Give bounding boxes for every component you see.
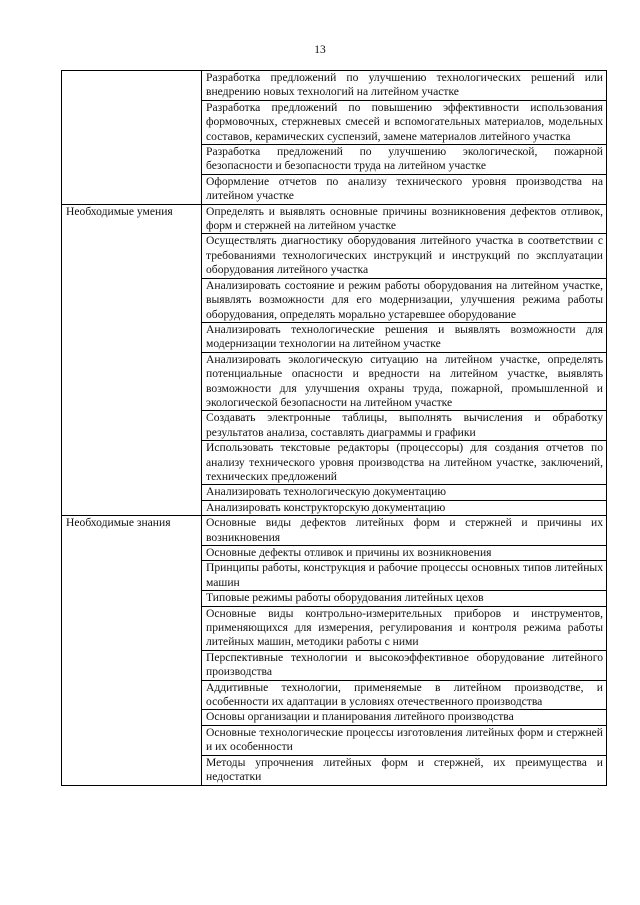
list-item: Определять и выявлять основные причины возникновения дефектов отливок, форм и стержней на литейном участке <box>202 204 607 234</box>
list-item: Использовать текстовые редакторы (процессоры) для создания отчетов по анализу технического уровня производства на литейном участке, заключений, технических предложений <box>202 441 607 485</box>
list-item: Основы организации и планирования литейного производства <box>202 710 607 725</box>
list-item: Принципы работы, конструкция и рабочие процессы основных типов литейных машин <box>202 561 607 591</box>
table-row <box>62 516 607 546</box>
table-row <box>62 71 607 101</box>
list-item: Методы упрочнения литейных форм и стержней, их преимущества и недостатки <box>202 755 607 785</box>
list-item: Аддитивные технологии, применяемые в литейном производстве, и особенности их адаптации в условиях отечественного производства <box>202 680 607 710</box>
page-number: 13 <box>314 44 326 56</box>
list-item: Анализировать экологическую ситуацию на литейном участке, определять потенциальные опасности и вредности на литейном участке, выявлять возможности для улучшения охраны труда, пожарной, промышленной и экологической безопасности на литейном участке <box>202 352 607 411</box>
list-item: Типовые режимы работы оборудования литейных цехов <box>202 591 607 606</box>
table-row <box>62 204 607 234</box>
list-item: Основные дефекты отливок и причины их возникновения <box>202 546 607 561</box>
list-item: Перспективные технологии и высокоэффективное оборудование литейного производства <box>202 650 607 680</box>
list-item: Создавать электронные таблицы, выполнять вычисления и обработку результатов анализа, составлять диаграммы и графики <box>202 411 607 441</box>
list-item: Основные виды дефектов литейных форм и стержней и причины их возникновения <box>202 516 607 546</box>
list-item: Анализировать технологическую документацию <box>202 485 607 500</box>
section-label: Необходимые знания <box>62 516 202 785</box>
list-item: Разработка предложений по улучшению технологических решений или внедрению новых технологий на литейном участке <box>202 71 607 101</box>
list-item: Анализировать состояние и режим работы оборудования на литейном участке, выявлять возможности для его модернизации, улучшения режима работы оборудования, определять морально устаревшее оборудование <box>202 278 607 322</box>
list-item: Анализировать конструкторскую документацию <box>202 500 607 515</box>
list-item: Основные виды контрольно-измерительных приборов и инструментов, применяющихся для измерения, регулирования и контроля режима работы литейных машин, методики работы с ними <box>202 606 607 650</box>
section-label <box>62 71 202 205</box>
list-item: Анализировать технологические решения и выявлять возможности для модернизации технологии на литейном участке <box>202 322 607 352</box>
list-item: Основные технологические процессы изготовления литейных форм и стержней и их особенности <box>202 725 607 755</box>
list-item: Разработка предложений по повышению эффективности использования формовочных, стержневых смесей и вспомогательных материалов, модельных составов, керамических суспензий, замене материалов литейного участка <box>202 100 607 144</box>
section-label: Необходимые умения <box>62 204 202 516</box>
requirements-table <box>61 70 607 786</box>
list-item: Осуществлять диагностику оборудования литейного участка в соответствии с требованиями технологических инструкций и инструкций по эксплуатации оборудования литейного участка <box>202 234 607 278</box>
list-item: Оформление отчетов по анализу технического уровня производства на литейном участке <box>202 174 607 204</box>
list-item: Разработка предложений по улучшению экологической, пожарной безопасности и безопасности труда на литейном участке <box>202 145 607 175</box>
